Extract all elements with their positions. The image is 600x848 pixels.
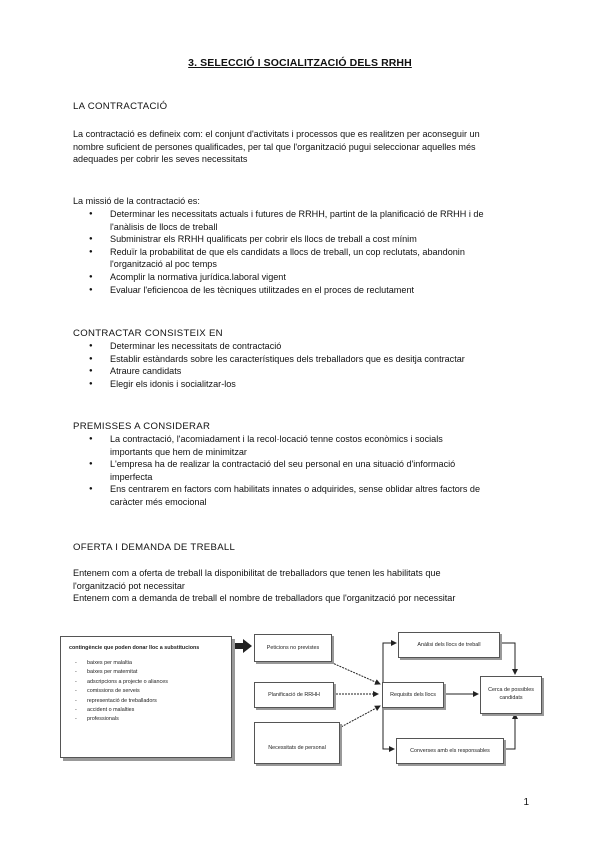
- missio-intro-text: La missió de la contractació es:: [73, 196, 200, 206]
- paragraph-line: l'organització pot necessitar: [73, 580, 185, 591]
- contingencies-list: [75, 659, 168, 725]
- contingency-item: - representació de treballadors: [75, 697, 168, 706]
- list-item-line: l'organització al poc temps: [110, 259, 217, 270]
- contingency-item: - accident o malalties: [75, 706, 168, 715]
- page-number: 1: [523, 797, 529, 808]
- list-item-line: l'anàlisis de llocs de treball: [110, 221, 218, 232]
- thick-arrow: [235, 639, 252, 653]
- list-item: [73, 353, 543, 366]
- list-item-line: ● Determinar les necessitats de contractació: [110, 341, 282, 351]
- list-item: [73, 246, 543, 271]
- list-item: [73, 284, 543, 297]
- arrow-requisits-analisi: [383, 643, 396, 684]
- paragraph-contractacio: [73, 128, 543, 166]
- list-item: [73, 340, 543, 353]
- necessitats-box: [254, 722, 340, 764]
- list-item: [73, 233, 543, 246]
- paragraph-oferta: [73, 567, 543, 605]
- list-item: [73, 365, 543, 378]
- peticions-box: [254, 634, 332, 662]
- planificacio-box: [254, 682, 334, 708]
- missio-intro: [73, 195, 543, 208]
- list-item-line: ● Elegir els idonis i socialitzar-los: [110, 378, 236, 389]
- heading-oferta: OFERTA I DEMANDA DE TREBALL: [73, 542, 236, 553]
- list-item-line: imperfecta: [110, 471, 153, 482]
- paragraph-line: nombre suficient de persones qualificades, per tal que l'organització pugui seleccionar aquelles més: [73, 141, 476, 152]
- list-item-line: caràcter més emocional: [110, 496, 207, 507]
- list-item: [73, 483, 543, 508]
- paragraph-line: La contractació es defineix com: el conjunt d'activitats i processos que es realitzen per aconseguir un: [73, 129, 480, 139]
- necessitats-label: Necessitats de personal: [268, 745, 326, 751]
- premisses-list: [73, 433, 543, 509]
- list-item-line: ● Subministrar els RRHH qualificats per cobrir els llocs de treball a cost mínim: [110, 234, 417, 245]
- contingencies-box: [60, 636, 232, 758]
- heading-consisteix: CONTRACTAR CONSISTEIX EN: [73, 328, 223, 339]
- list-item-line: ● L'empresa ha de realizar la contractació del seu personal en una situació d'informació: [110, 459, 456, 470]
- list-item-line: ● Ens centrarem en factors com habilitats innates o adquirides, sense oblidar altres factors de: [110, 484, 481, 495]
- cerca-label-line2: candidats: [499, 695, 523, 701]
- paragraph-line: adequades per cobrir les seves necessitats: [73, 154, 248, 165]
- contingency-item: - baixes per maternitat: [75, 668, 168, 677]
- requisits-box: [382, 682, 444, 708]
- list-item-line: ● Evaluar l'eficiencoa de les tècniques utilitzades en el proces de reclutament: [110, 284, 415, 295]
- contingency-item: - adscripcions a projecte o aliances: [75, 678, 168, 687]
- list-item: [73, 378, 543, 391]
- list-item-line: ● Establir estàndards sobre les característiques dels treballadors que es desitja contractar: [110, 353, 465, 364]
- peticions-label: Peticions no previstes: [266, 645, 320, 651]
- heading-premisses: PREMISSES A CONSIDERAR: [73, 421, 211, 432]
- heading-contractacio: LA CONTRACTACIÓ: [73, 101, 168, 112]
- analisi-label: Anàlisi dels llocs de treball: [417, 642, 481, 648]
- list-item: [73, 458, 543, 483]
- consisteix-list: [73, 340, 543, 390]
- requisits-label: Requisits dels llocs: [390, 692, 436, 698]
- list-item-line: ● Acomplir la normativa jurídica.laboral vigent: [110, 271, 286, 282]
- paragraph-line: Entenem com a demanda de treball el nombre de treballadors que l'organització por necessitar: [73, 593, 456, 604]
- cerca-label-line1: Cerca de possibles: [488, 687, 534, 693]
- missio-list: [73, 208, 543, 296]
- contingency-item: - baixes per malaltia: [75, 659, 168, 668]
- list-item: [73, 433, 543, 458]
- paragraph-line: Entenem com a oferta de treball la disponibilitat de treballadors que tenen les habilitats que: [73, 568, 441, 578]
- list-item: [73, 271, 543, 284]
- list-item-line: importants que hem de minimitzar: [110, 446, 247, 457]
- cerca-box: [480, 676, 542, 714]
- list-item-line: ● La contractació, l'acomiadament i la recol·locació tenne costos econòmics i socials: [110, 434, 443, 444]
- contracting-diagram: [60, 626, 540, 766]
- contingency-item: - professionals: [75, 715, 168, 724]
- list-item-line: ● Atraure candidats: [110, 366, 182, 377]
- arrow-requisits-converses: [383, 708, 394, 749]
- analisi-box: [398, 632, 500, 658]
- list-item-line: ● Reduïr la probabilitat de que els candidats a llocs de treball, un cop reclutats, abandonin: [110, 246, 465, 257]
- converses-label: Converses amb els responsables: [410, 748, 490, 754]
- converses-box: [396, 738, 504, 764]
- contingency-item: - comissions de serveis: [75, 687, 168, 696]
- list-item-line: ● Determinar les necessitats actuals i futures de RRHH, partint de la planificació de RRHH i de: [110, 209, 484, 219]
- list-item: [73, 208, 543, 233]
- contingencies-title: contingèncie que poden donar lloc a substitucions: [69, 645, 200, 651]
- arrow-analisi-cerca: [498, 643, 515, 674]
- planificacio-label: Planificació de RRHH: [268, 692, 320, 698]
- page-title: 3. SELECCIÓ I SOCIALITZACIÓ DELS RRHH: [188, 57, 412, 69]
